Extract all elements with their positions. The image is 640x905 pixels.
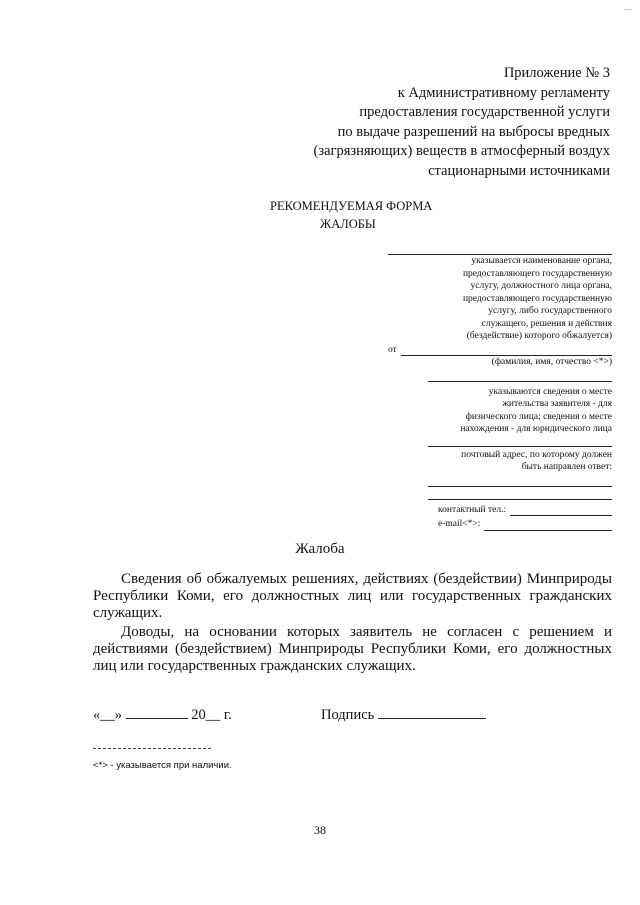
phone-label: контактный тел.: — [438, 504, 507, 515]
appendix-line: стационарными источниками — [428, 162, 610, 179]
date-year: 20__ г. — [191, 707, 232, 723]
postal-address-line — [428, 436, 612, 447]
email-row — [438, 518, 612, 531]
appendix-line: предоставления государственной услуги — [359, 104, 610, 120]
page-number: 38 — [314, 823, 326, 837]
postal-field-line — [428, 474, 612, 487]
appendix-line: к Административному регламенту — [397, 84, 610, 101]
hint-line: предоставляющего государственную — [462, 268, 612, 279]
email-label: e-mail<*>: — [438, 519, 481, 529]
hint-line: предоставляющего государственную — [462, 293, 612, 304]
phone-field — [510, 505, 612, 516]
from-row — [388, 344, 612, 357]
appendix-header — [314, 64, 610, 181]
date-field — [93, 706, 232, 724]
from-field — [401, 345, 612, 356]
form-title-line2: ЖАЛОБЫ — [320, 217, 376, 231]
appendix-line: по выдаче разрешений на выбросы вредных — [337, 123, 610, 140]
hint-line: физического лица; сведения о месте — [465, 411, 612, 422]
corner-mark: — — [624, 4, 632, 13]
from-label: от — [388, 344, 397, 355]
organ-hint — [388, 255, 612, 343]
hint-line: жительства заявителя - для — [502, 399, 612, 409]
addressee-block — [388, 248, 612, 531]
organ-name-line — [388, 248, 612, 255]
residence-hint — [388, 386, 612, 436]
hint-line: нахождения - для юридического лица — [460, 424, 612, 434]
form-title — [270, 197, 432, 233]
signature-label: Подпись — [321, 707, 375, 723]
complaint-title: Жалоба — [295, 541, 345, 557]
hint-line: служащего, решения и действия — [481, 318, 612, 329]
footnote: <*> - указывается при наличии. — [93, 760, 232, 771]
complaint-paragraph-2: Доводы, на основании которых заявитель не согласен с решением и действиями (бездействием) Минприроды Республики Коми, его должностных лиц или государственных гражданских служащих. — [93, 624, 612, 674]
form-title-line1: РЕКОМЕНДУЕМАЯ ФОРМА — [270, 199, 433, 213]
appendix-line: (загрязняющих) веществ в атмосферный воздух — [313, 143, 610, 159]
hint-line: почтовый адрес, по которому должен — [461, 449, 612, 460]
fio-hint: (фамилия, имя, отчество <*>) — [491, 357, 612, 367]
phone-row — [438, 504, 612, 517]
footnote-rule — [93, 748, 211, 749]
postal-field-line — [428, 487, 612, 500]
hint-line: услугу, должностного лица органа, — [470, 281, 612, 291]
complaint-body — [93, 571, 612, 677]
postal-hint — [388, 449, 612, 474]
complaint-paragraph-1: Сведения об обжалуемых решениях, действиях (бездействии) Минприроды Республики Коми, его должностных лиц или государственных гражданских служащих. — [93, 571, 612, 621]
hint-line: услугу, либо государственного — [488, 306, 612, 316]
hint-line: (бездействие) которого обжалуется) — [466, 331, 612, 341]
signature-line — [378, 706, 486, 719]
date-day: «__» — [93, 707, 122, 723]
date-month-line — [126, 706, 188, 719]
appendix-line: Приложение № 3 — [503, 65, 610, 81]
residence-line — [428, 369, 612, 382]
email-field — [484, 520, 612, 531]
hint-line: указывается наименование органа, — [471, 256, 612, 266]
hint-line: указываются сведения о месте — [488, 386, 612, 397]
hint-line: быть направлен ответ: — [521, 462, 612, 472]
signature-field — [321, 706, 486, 724]
